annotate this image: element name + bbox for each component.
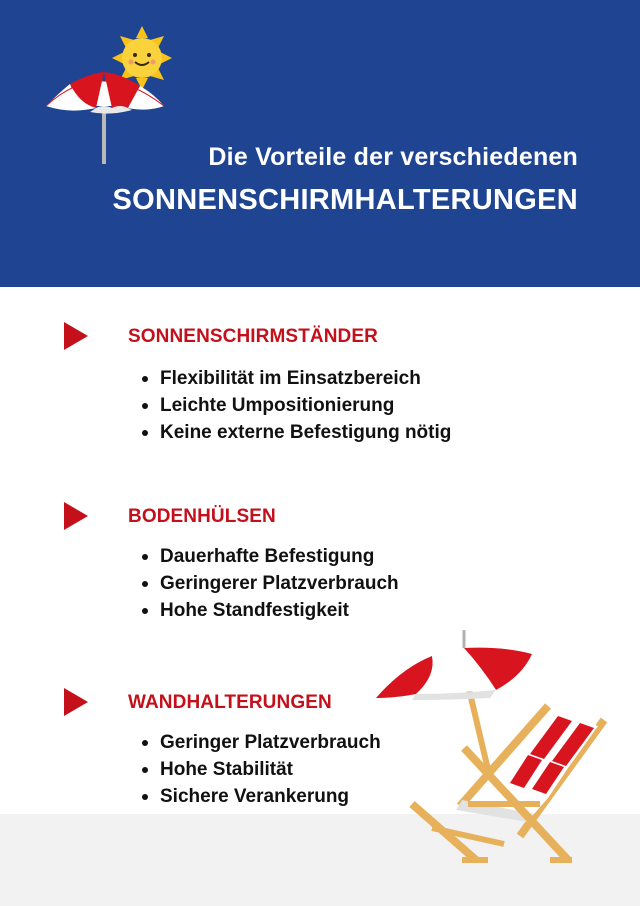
bullet-list xyxy=(160,365,451,446)
list-item: Leichte Umpositionierung xyxy=(160,392,451,419)
bullet-list xyxy=(160,729,381,810)
page-subtitle: Die Vorteile der verschiedenen xyxy=(208,143,578,171)
play-arrow-icon xyxy=(64,688,88,716)
section-title: WANDHALTERUNGEN xyxy=(128,692,332,713)
deck-chair-umbrella-icon xyxy=(372,628,620,864)
list-item: Hohe Standfestigkeit xyxy=(160,597,399,624)
list-item: Dauerhafte Befestigung xyxy=(160,543,399,570)
play-arrow-icon xyxy=(64,322,88,350)
page-title: SONNENSCHIRMHALTERUNGEN xyxy=(112,184,578,216)
list-item: Keine externe Befestigung nötig xyxy=(160,419,451,446)
section-title: SONNENSCHIRMSTÄNDER xyxy=(128,326,378,347)
list-item: Flexibilität im Einsatzbereich xyxy=(160,365,451,392)
bullet-list xyxy=(160,543,399,624)
header-banner xyxy=(0,0,640,287)
list-item: Hohe Stabilität xyxy=(160,756,381,783)
section-title: BODENHÜLSEN xyxy=(128,506,276,527)
list-item: Geringer Platzverbrauch xyxy=(160,729,381,756)
list-item: Geringerer Platzverbrauch xyxy=(160,570,399,597)
play-arrow-icon xyxy=(64,502,88,530)
list-item: Sichere Verankerung xyxy=(160,783,381,810)
